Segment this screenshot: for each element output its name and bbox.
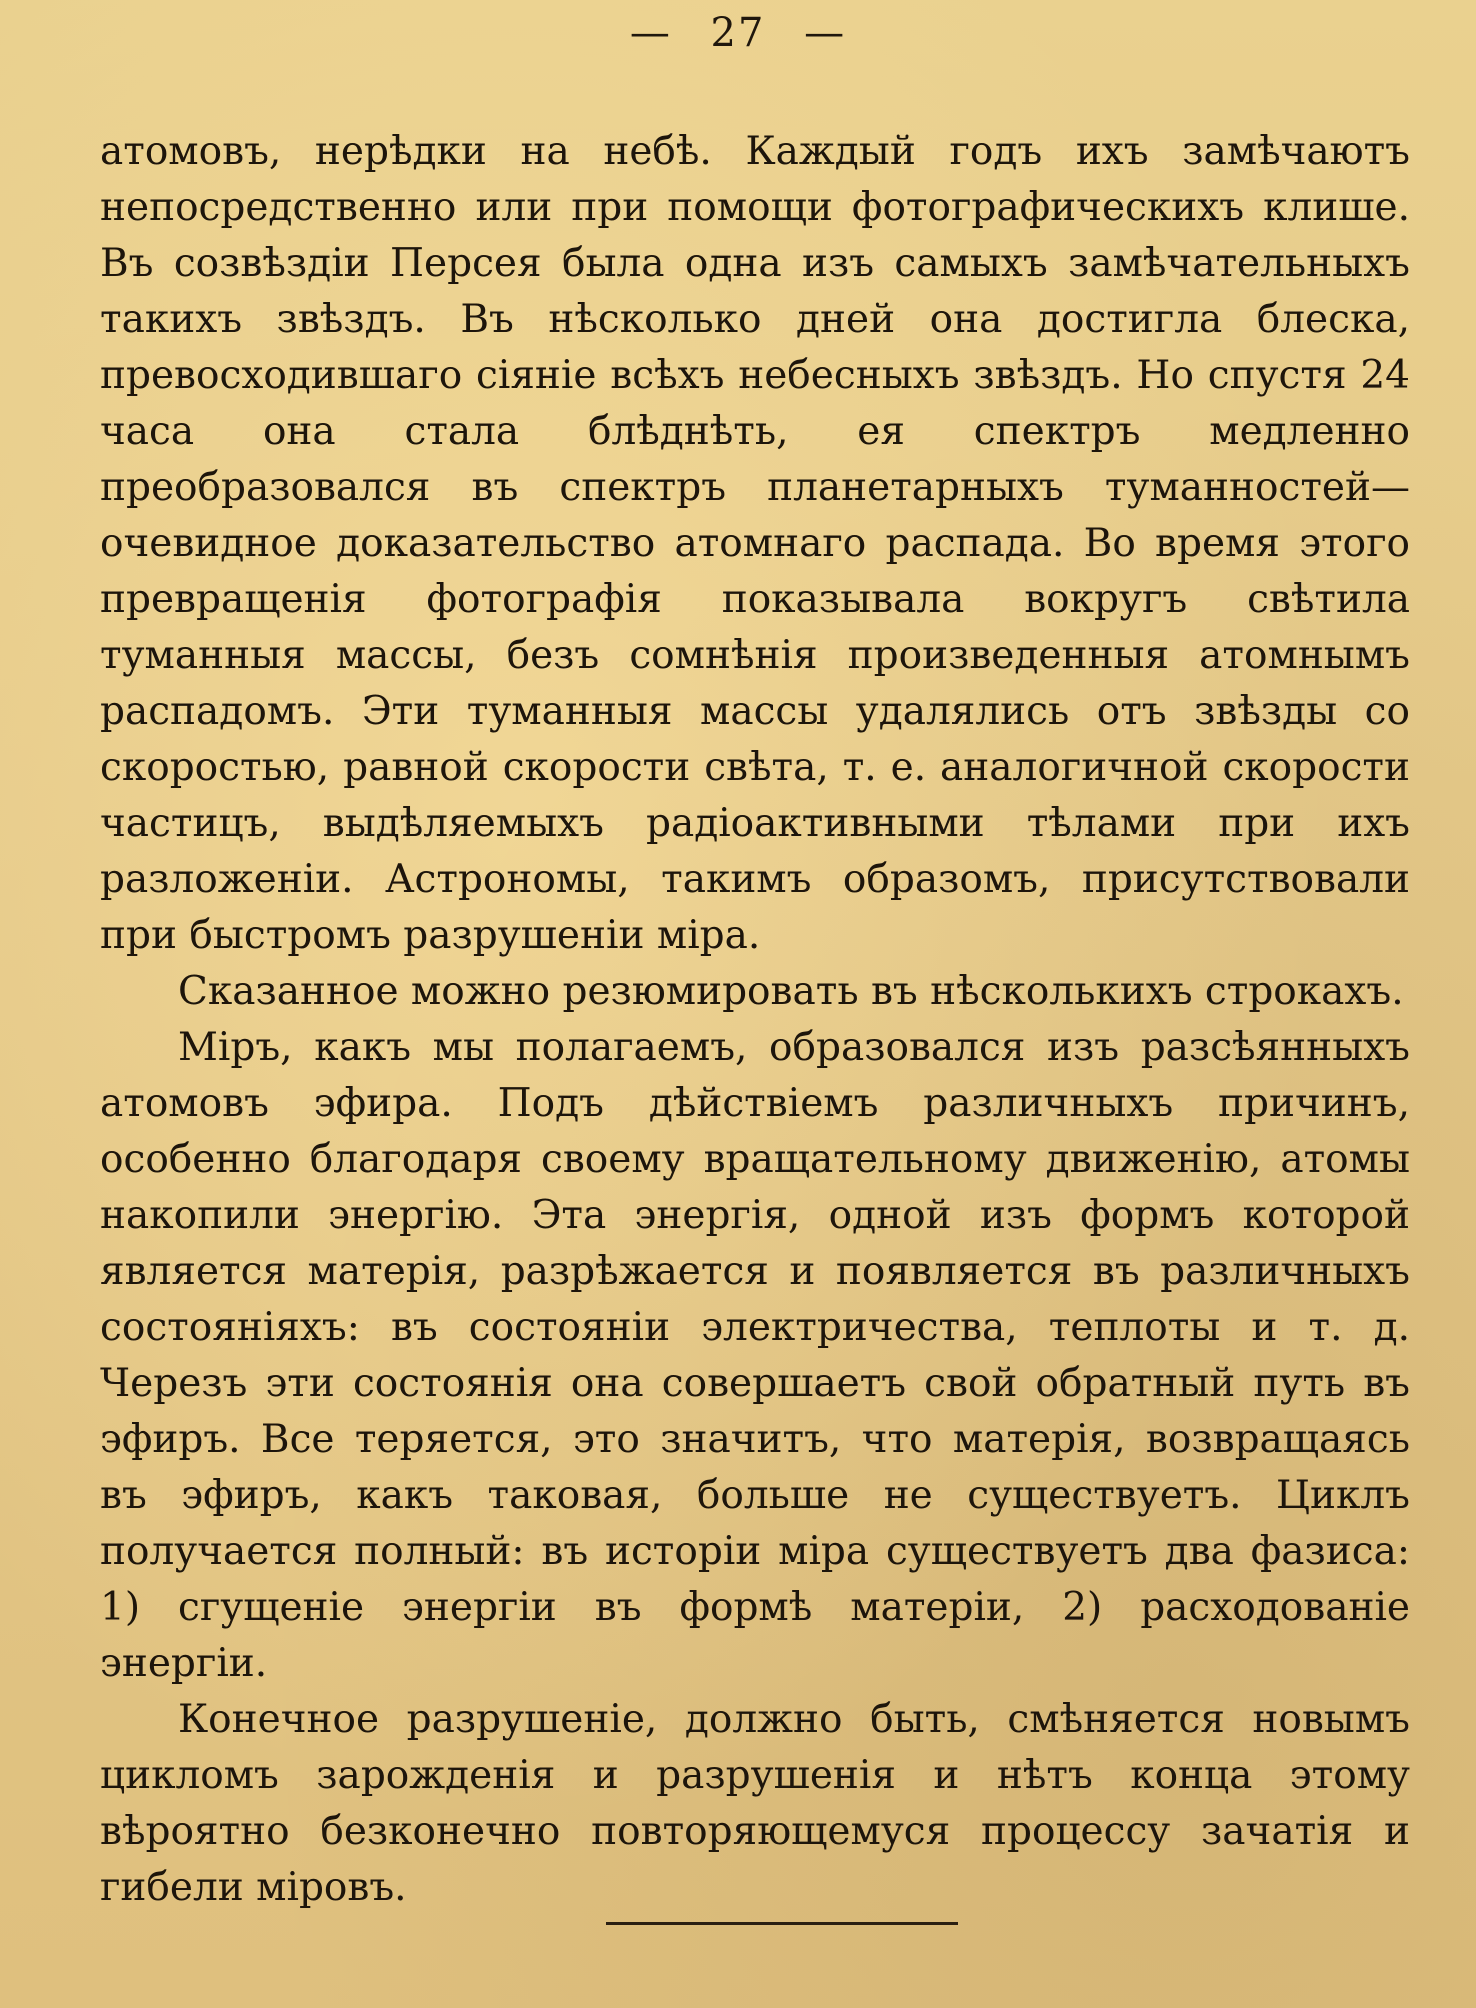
header-dash-right: — [804, 10, 847, 56]
page-header [0, 10, 1476, 56]
paragraph-continued: атомовъ, нерѣдки на небѣ. Каждый годъ ихъ замѣчаютъ непосредственно или при помощи фотографическихъ клише. Въ созвѣздіи Персея была одна изъ самыхъ замѣчательныхъ такихъ звѣздъ. Въ нѣсколько дней она достигла блеска, превосходившаго сіяніе всѣхъ небесныхъ звѣздъ. Но спустя 24 часа она стала блѣднѣть, ея спектръ медленно преобразовался въ спектръ планетарныхъ туманностей—очевидное доказательство атомнаго распада. Во время этого превращенія фотографія показывала вокругъ свѣтила туманныя массы, безъ сомнѣнія произведенныя атомнымъ распадомъ. Эти туманныя массы удалялись отъ звѣзды со скоростью, равной скорости свѣта, т. е. аналогичной скорости частицъ, выдѣляемыхъ радіоактивными тѣлами при ихъ разложеніи. Астрономы, такимъ образомъ, присутствовали при быстромъ разрушеніи міра. [100, 129, 1410, 958]
paragraph-final-destruction: Конечное разрушеніе, должно быть, смѣняется новымъ цикломъ зарожденія и разрушенія и нѣтъ конца этому вѣроятно безконечно повторяющемуся процессу зачатія и гибели міровъ. [100, 1697, 1410, 1910]
paragraph-summary: Сказанное можно резюмировать въ нѣсколькихъ строкахъ. [178, 969, 1404, 1014]
paragraph-world-formation: Міръ, какъ мы полагаемъ, образовался изъ разсѣянныхъ атомовъ эфира. Подъ дѣйствіемъ различныхъ причинъ, особенно благодаря своему вращательному движенію, атомы накопили энергію. Эта энергія, одной изъ формъ которой является матерія, разрѣжается и появляется въ различныхъ состояніяхъ: въ состояніи электричества, теплоты и т. д. Черезъ эти состоянія она совершаетъ свой обратный путь въ эфиръ. Все теряется, это значитъ, что матерія, возвращаясь въ эфиръ, какъ таковая, больше не существуетъ. Циклъ получается полный: въ исторіи міра существуетъ два фазиса: 1) сгущеніе энергіи въ формѣ матеріи, 2) расходованіе энергіи. [100, 1025, 1410, 1686]
page-number: 27 [710, 10, 766, 56]
header-dash-left: — [629, 10, 672, 56]
body-text [100, 124, 1410, 1916]
footer-rule [606, 1922, 958, 1925]
